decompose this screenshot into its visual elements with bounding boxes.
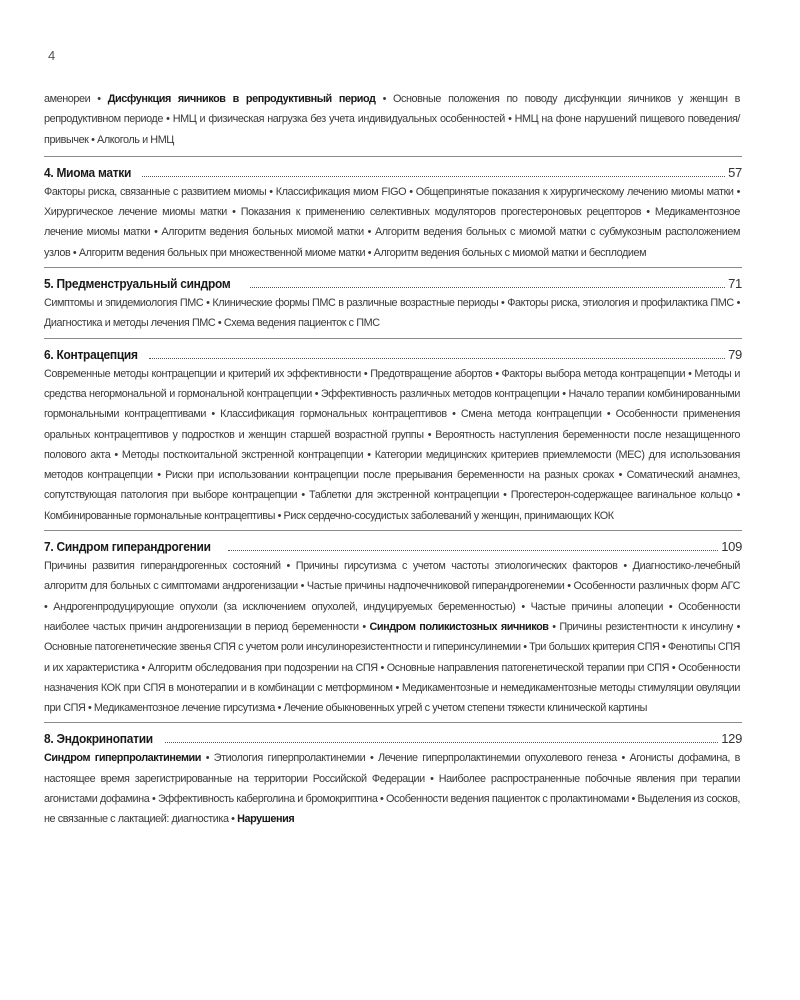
toc-section-6: [44, 347, 742, 526]
toc-section-4: [44, 165, 742, 263]
description-segment-bold: Синдром гиперпролактинемии: [44, 752, 202, 765]
toc-entry-header[interactable]: [44, 539, 742, 554]
toc-entry-description: [44, 293, 740, 334]
toc-entry-header[interactable]: [44, 347, 742, 362]
section-divider: [44, 338, 742, 339]
toc-entry-description: [44, 556, 740, 718]
description-segment: • Этиология гиперпролактинемии • Лечение гиперпролактинемии опухолевого генеза • Агонисты дофамина, в настоящее время зарегистрированные на территории Российской Федерации • Наиболее распространенные побочные явления при терапии агонистами дофамина • Эффективность каберголина и бромокриптина • Особенности ведения пациенток с пролактиномами • Выделения из сосков, не связанные с лактацией: диагностика •: [44, 752, 740, 826]
toc-entry-page: 57: [728, 164, 742, 180]
description-segment: Современные методы контрацепции и критерий их эффективности • Предотвращение абортов • Факторы выбора метода контрацепции • Методы и средства негормональной и гормональной контрацепции • Эффективность различных методов контрацепции • Начало терапии комбинированными гормональными контрацептивами • Классификация гормональных контрацептивов • Смена метода контрацепции • Особенности применения оральных контрацептивов у подростков и женщин старшей возрастной группы • Вероятность наступления беременности после незащищенного полового акта • Методы посткоитальной экстренной контрацепции • Категории медицинских критериев приемлемости (МЕС) для использования методов контрацепции • Риски при использовании контрацепции после прерывания беременности на разных сроках • Соматический анамнез, сопутствующая патология при выборе контрацепции • Таблетки для экстренной контрацепции • Прогестерон-содержащее вагинальное кольцо • Комбинированные гормональные контрацептивы • Риск сердечно-сосудистых заболеваний у женщин, принимающих КОК: [44, 367, 740, 522]
intro-paragraph: [44, 89, 740, 150]
description-segment-bold: Синдром поликистозных яичников: [369, 620, 549, 633]
description-segment: Причины развития гиперандрогенных состояний • Причины гирсутизма с учетом частоты этиологических факторов • Диагностико-лечебный алгоритм для больных с симптомами андрогенизации • Частые причины надпочечниковой гиперандрогенемии • Особенности различных форм АГС • Андрогенпродуцирующие опухоли (за исключением опухолей, индуцируемых беременностью) • Частые причины алопеции • Особенности наиболее частых причин андрогенизации в период беременности •: [44, 560, 740, 633]
description-segment-bold: Нарушения: [237, 813, 295, 826]
description-segment: • Причины резистентности к инсулину • Основные патогенетические звенья СПЯ с учетом роли инсулинорезистентности и гиперинсулинемии • Три больших критерия СПЯ • Фенотипы СПЯ и их характеристика • Алгоритм обследования при подозрении на СПЯ • Основные направления патогенетической терапии при СПЯ • Особенности назначения КОК при СПЯ в монотерапии и в комбинации с метформином • Медикаментозные и немедикаментозные методы стимуляции овуляции при СПЯ • Медикаментозное лечение гирсутизма • Лечение обыкновенных угрей с учетом степени тяжести клинической картины: [44, 620, 741, 715]
leader-dots: [142, 176, 725, 177]
section-divider: [44, 530, 742, 531]
toc-section-5: [44, 276, 742, 334]
section-divider: [44, 156, 742, 157]
toc-section-8: [44, 731, 742, 829]
toc-entry-title: 5. Предменструальный синдром: [44, 276, 231, 292]
intro-segment-bold: Дисфункция яичников в репродуктивный период: [107, 93, 376, 105]
toc-entry-header[interactable]: [44, 731, 742, 746]
toc-entry-description: [44, 748, 740, 829]
section-divider: [44, 722, 742, 723]
description-segment: Симптомы и эпидемиология ПМС • Клинические формы ПМС в различные возрастные периоды • Факторы риска, этиология и профилактика ПМС • Диагностика и методы лечения ПМС • Схема ведения пациенток с ПМС: [44, 297, 740, 330]
toc-entry-header[interactable]: [44, 276, 742, 291]
intro-segment: • Основные положения по поводу дисфункции яичников у женщин в репродуктивном периоде • НМЦ и физическая нагрузка без учета индивидуальных особенностей • НМЦ на фоне нарушений пищевого поведения/привычек • Алкоголь и НМЦ: [44, 93, 741, 146]
leader-dots: [250, 287, 725, 288]
toc-entry-header[interactable]: [44, 165, 742, 180]
toc-entry-title: 7. Синдром гиперандрогении: [44, 539, 211, 555]
leader-dots: [228, 550, 718, 551]
toc-entry-description: [44, 364, 740, 526]
toc-entry-title: 4. Миома матки: [44, 164, 132, 180]
toc-entry-page: 129: [721, 731, 742, 747]
toc-entry-title: 8. Эндокринопатии: [44, 731, 153, 747]
section-divider: [44, 267, 742, 268]
description-segment: Факторы риска, связанные с развитием миомы • Классификация миом FIGO • Общепринятые показания к хирургическому лечению миомы матки • Хирургическое лечение миомы матки • Показания к применению селективных модуляторов прогестероновых рецепторов • Медикаментозное лечение миомы матки • Алгоритм ведения больных миомой матки • Алгоритм ведения больных с миомой матки с субмукозным расположением узлов • Алгоритм ведения больных при множественной миоме матки • Алгоритм ведения больных с миомой матки и бесплодием: [44, 185, 740, 259]
toc-entry-page: 71: [728, 276, 742, 292]
toc-section-7: [44, 539, 742, 718]
toc-entry-description: [44, 182, 740, 263]
toc-entry-title: 6. Контрацепция: [44, 346, 138, 362]
intro-segment: аменореи •: [44, 93, 108, 105]
leader-dots: [165, 742, 718, 743]
page-number: 4: [48, 48, 56, 63]
toc-entry-page: 109: [721, 539, 742, 555]
leader-dots: [149, 358, 725, 359]
toc-entry-page: 79: [728, 346, 742, 362]
